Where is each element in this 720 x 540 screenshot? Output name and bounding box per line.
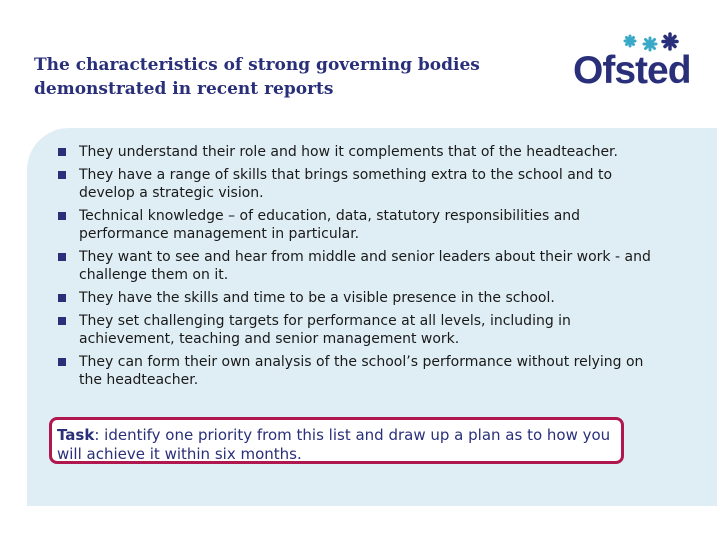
title-line-1: The characteristics of strong governing bodies (34, 55, 480, 75)
list-item-text: They understand their role and how it complements that of the headteacher. (79, 144, 618, 160)
title-line-2: demonstrated in recent reports (34, 79, 334, 99)
characteristics-list (58, 143, 658, 394)
slide-title (34, 53, 534, 101)
bullet-square-icon (58, 358, 66, 366)
list-item-text: They have the skills and time to be a visible presence in the school. (79, 290, 555, 306)
list-item (58, 289, 658, 307)
list-item-text: They want to see and hear from middle and senior leaders about their work - and challenge them on it. (79, 249, 651, 283)
task-box (49, 417, 624, 464)
list-item (58, 353, 658, 389)
bullet-square-icon (58, 171, 66, 179)
list-item-text: Technical knowledge – of education, data, statutory responsibilities and performance management in particular. (79, 208, 581, 242)
ofsted-logo (573, 30, 691, 95)
list-item (58, 166, 658, 202)
list-item (58, 248, 658, 284)
bullet-square-icon (58, 253, 66, 261)
list-item-text: They set challenging targets for performance at all levels, including in achievement, teaching and senior management work. (79, 313, 571, 347)
ofsted-wordmark: Ofsted (573, 49, 691, 92)
list-item (58, 207, 658, 243)
list-item-text: They can form their own analysis of the school’s performance without relying on the headteacher. (79, 354, 644, 388)
list-item-text: They have a range of skills that brings something extra to the school and to develop a strategic vision. (79, 167, 613, 201)
bullet-square-icon (58, 148, 66, 156)
task-label: Task (57, 426, 95, 444)
list-item (58, 312, 658, 348)
list-item (58, 143, 658, 161)
bullet-square-icon (58, 212, 66, 220)
bullet-square-icon (58, 294, 66, 302)
task-text: : identify one priority from this list and draw up a plan as to how you will achieve it within six months. (57, 426, 611, 463)
bullet-square-icon (58, 317, 66, 325)
